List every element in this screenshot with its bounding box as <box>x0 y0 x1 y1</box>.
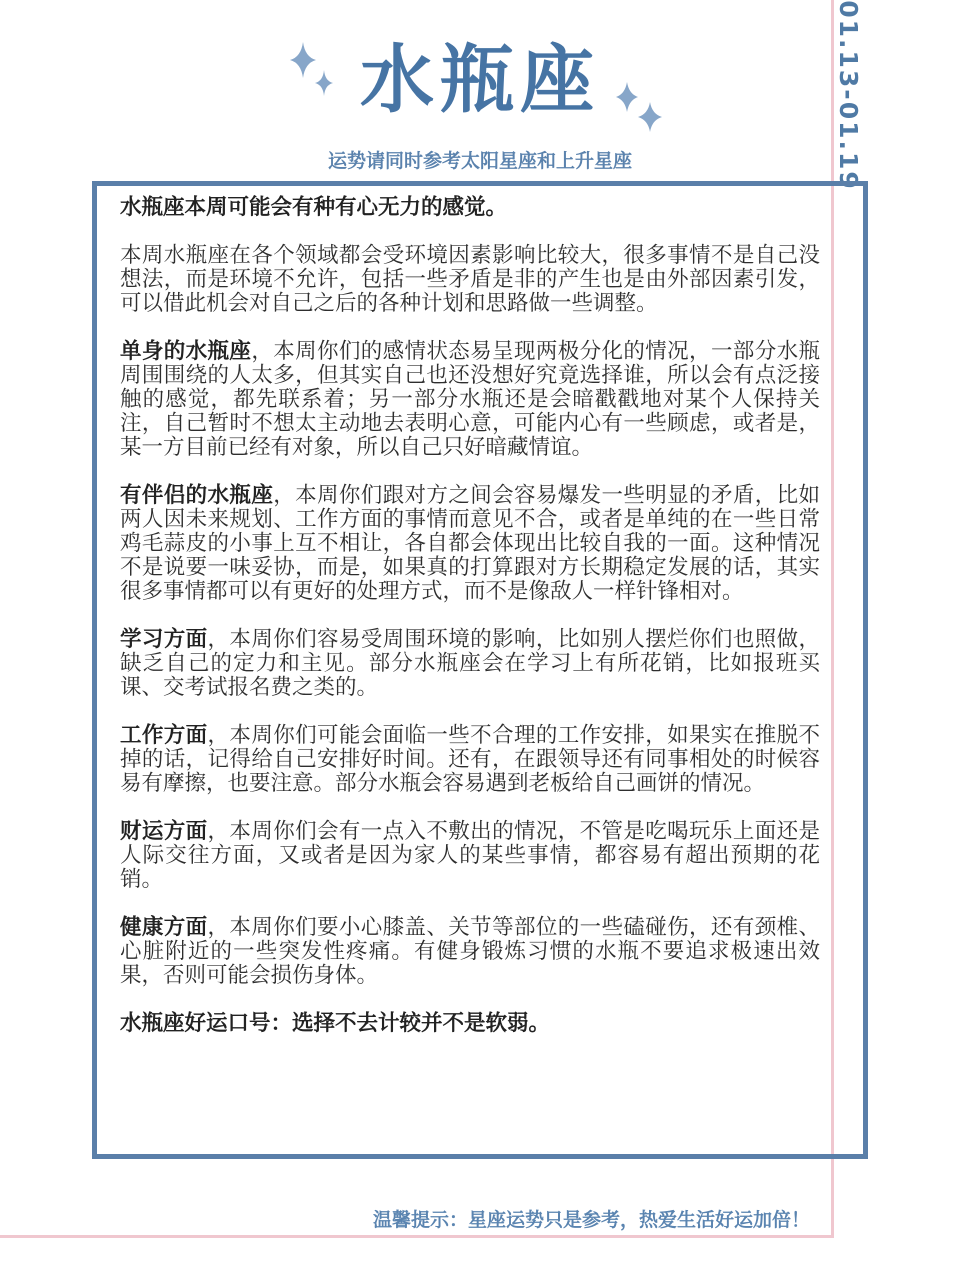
intro-paragraph: 本周水瓶座在各个领域都会受环境因素影响比较大，很多事情不是自己没想法，而是环境不允许，包括一些矛盾是非的产生也是由外部因素引发，可以借此机会对自己之后的各种计划和思路做一些调整。 <box>120 243 820 316</box>
section-text: ，本周你们容易受周围环境的影响，比如别人摆烂你们也照做，缺乏自己的定力和主见。部分水瓶座会在学习上有所花销，比如报班买课、交考试报名费之类的。 <box>120 627 820 700</box>
section-work <box>120 724 820 796</box>
section-text: ，本周你们跟对方之间会容易爆发一些明显的矛盾，比如两人因未来规划、工作方面的事情而意见不合，或者是单纯的在一些日常鸡毛蒜皮的小事上互不相让，各自都会体现出比较自我的一面。这种情况不是说要一味妥协，而是，如果真的打算跟对方长期稳定发展的话，其实很多事情都可以有更好的处理方式，而不是像敌人一样针锋相对。 <box>120 483 820 604</box>
section-study <box>120 628 820 700</box>
page-title: 水瓶座 <box>360 37 600 123</box>
intro-heading: 水瓶座本周可能会有种有心无力的感觉。 <box>120 195 508 220</box>
section-single <box>120 340 820 460</box>
section-label: 学习方面 <box>120 627 208 652</box>
section-text: ，本周你们会有一点入不敷出的情况，不管是吃喝玩乐上面还是人际交往方面，又或者是因为家人的某些事情，都容易有超出预期的花销。 <box>120 819 820 892</box>
section-text: ，本周你们的感情状态易呈现两极分化的情况，一部分水瓶周围围绕的人太多，但其实自己也还没想好究竟选择谁，所以会有点泛接触的感觉，都先联系着；另一部分水瓶还是会暗戳戳地对某个人保持关注，自己暂时不想太主动地去表明心意，可能内心有一些顾虑，或者是，某一方目前已经有对象，所以自己只好暗藏情谊。 <box>120 339 820 460</box>
section-label: 有伴侣的水瓶座 <box>120 483 274 508</box>
lucky-slogan: 水瓶座好运口号：选择不去计较并不是软弱。 <box>120 1011 551 1036</box>
footer-tip: 温馨提示：星座运势只是参考，热爱生活好运加倍！ <box>372 1209 810 1231</box>
section-health <box>120 916 820 988</box>
section-label: 财运方面 <box>120 819 208 844</box>
section-text: ，本周你们要小心膝盖、关节等部位的一些磕碰伤，还有颈椎、心脏附近的一些突发性疼痛。有健身锻炼习惯的水瓶不要追求极速出效果，否则可能会损伤身体。 <box>120 915 820 988</box>
section-label: 单身的水瓶座 <box>120 339 252 364</box>
section-label: 健康方面 <box>120 915 208 940</box>
date-range-text: 01.13-01.19 <box>833 0 863 191</box>
horoscope-content <box>120 196 820 1036</box>
page-subtitle: 运势请同时参考太阳星座和上升星座 <box>327 150 632 172</box>
section-label: 工作方面 <box>120 723 208 748</box>
pink-guide-line-horizontal <box>0 1235 834 1238</box>
section-partnered <box>120 484 820 604</box>
section-wealth <box>120 820 820 892</box>
section-text: ，本周你们可能会面临一些不合理的工作安排，如果实在推脱不掉的话，记得给自己安排好时间。还有，在跟领导还有同事相处的时候容易有摩擦，也要注意。部分水瓶会容易遇到老板给自己画饼的情况。 <box>120 723 820 796</box>
